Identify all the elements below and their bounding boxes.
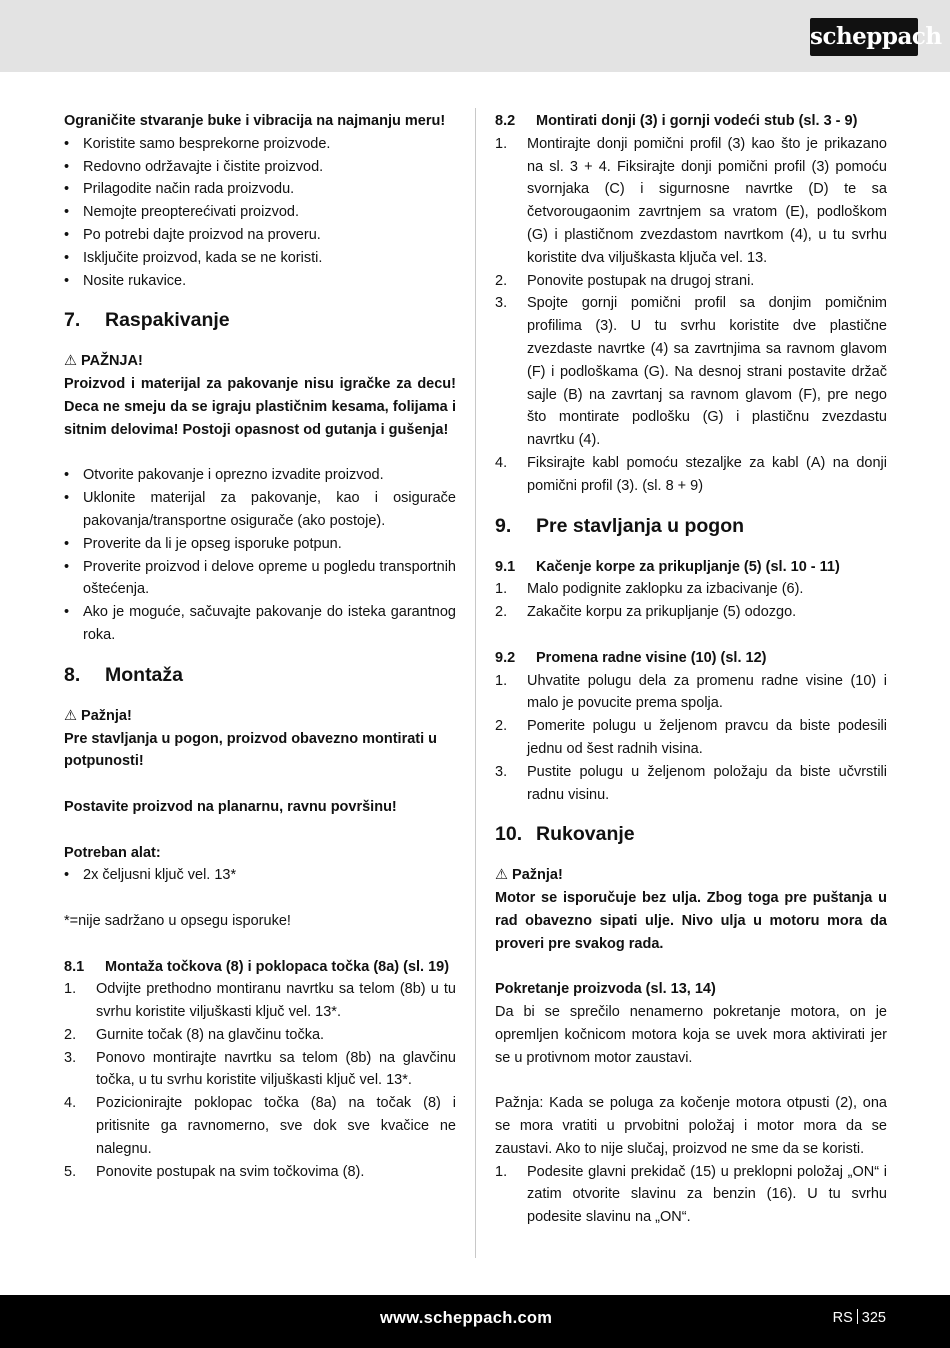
page-footer bbox=[0, 1295, 950, 1348]
footnote: *=nije sadržano u opsegu isporuke! bbox=[64, 912, 291, 929]
list-item: • Isključite proizvod, kada se ne koristi. bbox=[64, 249, 323, 266]
warning-2-text: Pre stavljanja u pogon, proizvod obavezno montirati u potpunosti! bbox=[64, 730, 438, 770]
list-item: 1. Odvijte prethodno montiranu navrtku sa telom (8b) u tu svrhu koristite viljuškasti ključ vel. 13*. bbox=[64, 981, 456, 1021]
warning-1-text: Proizvod i materijal za pakovanje nisu igračke za decu! Deca ne smeju da se igraju plastičnim kesama, folijama i sitnim delovima! Postoji opasnost od gutanja i gušenja! bbox=[64, 376, 456, 438]
start-steps bbox=[495, 1161, 887, 1229]
list-item: • Uklonite materijal za pakovanje, kao i osigurače pakovanja/transportne osigurače (ako postoje). bbox=[64, 490, 456, 529]
noise-title: Ograničite stvaranje buke i vibracija na najmanju meru! bbox=[64, 113, 446, 129]
website-link[interactable]: www.scheppach.com bbox=[380, 1309, 553, 1327]
warning-icon: ⚠ bbox=[64, 707, 77, 724]
page-number: RS 325 bbox=[832, 1310, 886, 1326]
list-item: 5. Ponovite postupak na svim točkovima (8). bbox=[64, 1163, 365, 1180]
list-item: • Otvorite pakovanje i oprezno izvadite proizvod. bbox=[64, 467, 384, 484]
list-item: • 2x čeljusni ključ vel. 13* bbox=[64, 867, 237, 884]
list-item: 2. Pomerite polugu u željenom pravcu da biste podesili jednu od šest radnih visina. bbox=[495, 718, 887, 757]
start-title: Pokretanje proizvoda (sl. 13, 14) bbox=[495, 981, 716, 998]
warning-icon: ⚠ bbox=[64, 353, 77, 370]
list-item: • Ako je moguće, sačuvajte pakovanje do isteka garantnog roka. bbox=[64, 604, 456, 643]
section-10-heading: 10. Rukovanje bbox=[495, 823, 635, 846]
flat-surface-text: Postavite proizvod na planarnu, ravnu površinu! bbox=[64, 798, 397, 815]
section-9-2-steps bbox=[495, 670, 887, 807]
warning-3-text: Motor se isporučuje bez ulja. Zbog toga pre puštanja u rad obavezno sipati ulje. Nivo ulja u motoru mora da proveri pre svakog rada. bbox=[495, 890, 887, 952]
list-item: • Nosite rukavice. bbox=[64, 272, 187, 289]
column-divider bbox=[475, 108, 476, 1258]
section-8-2-heading: 8.2 Montirati donji (3) i gornji vodeći stub (sl. 3 - 9) bbox=[495, 113, 858, 129]
section-8-heading: 8. Montaža bbox=[64, 663, 183, 686]
start-text: Da bi se sprečilo nenamerno pokretanje motora, on je opremljen kočnicom motora koja se uvek mora aktivirati jer se u protivnom motor zaustavi. bbox=[495, 1004, 887, 1066]
list-item: • Redovno održavajte i čistite proizvod. bbox=[64, 158, 324, 175]
list-item: 3. Spojte gornji pomični profil sa donjim pomičnim profilima (3). U tu svrhu koristite dve plastične zvezdaste navrtke (4) sa zavrtnjima sa ravnom glavom (F) i podloškama (G). Na desnoj strani postavite držač sajle (B) na zavrtanj sa ravnom glavom (F), pre nego što montirate podlošku (G) i plastičnu zvezdastu navrtku (4). bbox=[495, 295, 887, 449]
list-item: • Koristite samo besprekorne proizvode. bbox=[64, 135, 331, 152]
list-item: 1. Montirajte donji pomični profil (3) kao što je prikazano na sl. 3 + 4. Fiksirajte donji pomični profil (3) pomoću svornjaka (C) i sigurnosne navrtke (D) te sa četvorougaonim zavrtnjem sa vratom (E), podloškom (G) i plastičnom zvezdastom navrtkom (4), u tu svrhu koristite dva viljuškasta ključa vel. 13. bbox=[495, 135, 887, 266]
unpack-list bbox=[64, 464, 456, 646]
brand-logo-text: scheppach bbox=[810, 23, 942, 50]
section-9-2-heading: 9.2 Promena radne visine (10) (sl. 12) bbox=[495, 649, 767, 666]
section-9-1-heading: 9.1 Kačenje korpe za prikupljanje (5) (sl. 10 - 11) bbox=[495, 558, 840, 575]
list-item: 1. Podesite glavni prekidač (15) u preklopni položaj „ON“ i zatim otvorite slavinu za benzin (16). U tu svrhu podesite slavinu na „ON“. bbox=[495, 1163, 887, 1226]
page-header bbox=[0, 0, 950, 72]
left-column bbox=[64, 110, 456, 1183]
list-item: • Po potrebi dajte proizvod na proveru. bbox=[64, 226, 321, 243]
tools-list bbox=[64, 864, 456, 887]
section-9-1-steps bbox=[495, 578, 887, 624]
list-item: 4. Pozicionirajte poklopac točka (8a) na točak (8) i pritisnite ga ravnomerno, sve dok sve kvačice ne nalegnu. bbox=[64, 1095, 456, 1157]
list-item: 2. Gurnite točak (8) na glavčinu točka. bbox=[64, 1026, 325, 1043]
list-item: • Proverite da li je opseg isporuke potpun. bbox=[64, 535, 342, 552]
right-column bbox=[495, 110, 887, 1229]
section-9-heading: 9. Pre stavljanja u pogon bbox=[495, 514, 745, 537]
warning-3-title: ⚠ Pažnja! bbox=[495, 867, 563, 884]
brand-logo bbox=[810, 18, 942, 56]
noise-list bbox=[64, 133, 456, 293]
list-item: • Proverite proizvod i delove opreme u pogledu transportnih oštećenja. bbox=[64, 558, 456, 598]
list-item: • Nemojte preopterećivati proizvod. bbox=[64, 204, 299, 221]
list-item: 4. Fiksirajte kabl pomoću stezaljke za kabl (A) na donji pomični profil (3). (sl. 8 + 9) bbox=[495, 454, 887, 494]
warning-1-title: ⚠ PAŽNJA! bbox=[64, 353, 143, 370]
brake-text: Pažnja: Kada se poluga za kočenje motora otpusti (2), ona se mora vratiti u prvobitni položaj i motor mora da se zaustavi. Ako to nije slučaj, proizvod ne sme da se koristi. bbox=[495, 1095, 887, 1157]
tools-title: Potreban alat: bbox=[64, 844, 161, 861]
list-item: 2. Zakačite korpu za prikupljanje (5) odozgo. bbox=[495, 604, 797, 621]
warning-icon: ⚠ bbox=[495, 867, 508, 884]
list-item: • Prilagodite način rada proizvodu. bbox=[64, 181, 295, 198]
warning-2-title: ⚠ Pažnja! bbox=[64, 707, 132, 724]
list-item: 1. Uhvatite polugu dela za promenu radne visine (10) i malo je povucite prema spolja. bbox=[495, 672, 887, 712]
list-item: 3. Ponovo montirajte navrtku sa telom (8b) na glavčinu točka, u tu svrhu koristite viljuškasti ključ vel. 13*. bbox=[64, 1049, 456, 1089]
list-item: 2. Ponovite postupak na drugoj strani. bbox=[495, 272, 755, 289]
section-8-1-steps bbox=[64, 978, 456, 1183]
section-8-1-heading: 8.1 Montaža točkova (8) i poklopaca točka (8a) (sl. 19) bbox=[64, 958, 450, 975]
section-7-heading: 7. Raspakivanje bbox=[64, 309, 230, 332]
list-item: 3. Pustite polugu u željenom položaju da biste učvrstili radnu visinu. bbox=[495, 763, 887, 803]
list-item: 1. Malo podignite zaklopku za izbacivanje (6). bbox=[495, 581, 804, 598]
section-8-2-steps bbox=[495, 133, 887, 498]
